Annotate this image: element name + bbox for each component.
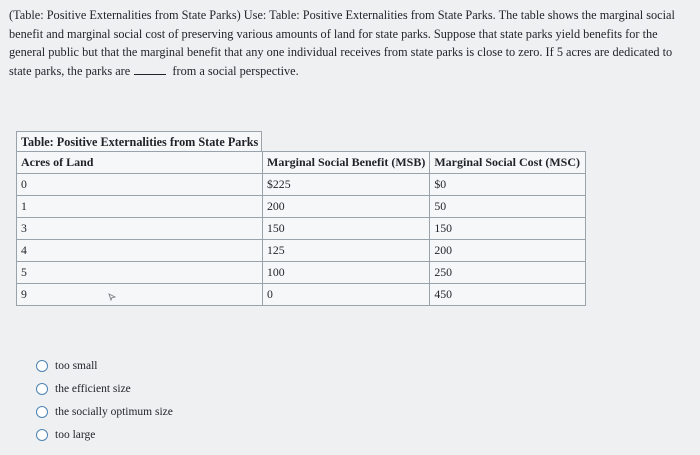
cell-msb: 125 — [263, 240, 430, 262]
cell-msc: 50 — [430, 196, 586, 218]
mouse-pointer-icon — [108, 293, 116, 301]
cell-msc: $0 — [430, 174, 586, 196]
table-row — [17, 218, 586, 240]
table-row — [17, 284, 586, 306]
option-socially-optimum-size[interactable] — [36, 400, 173, 423]
option-efficient-size[interactable] — [36, 377, 173, 400]
cell-acres: 4 — [17, 240, 263, 262]
cell-msb: 100 — [263, 262, 430, 284]
data-table — [16, 151, 586, 306]
table-row — [17, 174, 586, 196]
cell-msb: 150 — [263, 218, 430, 240]
header-msc: Marginal Social Cost (MSC) — [430, 152, 586, 174]
cell-acres: 3 — [17, 218, 263, 240]
question-text-before: (Table: Positive Externalities from State Parks) Use: Table: Positive Externalities from State Parks. The table shows the marginal social benefit and marginal social cost of preserving various amounts of land for state parks. Suppose that state parks yield benefits for the general public but that the marginal benefit that any one individual receives from state parks is close to zero. If 5 acres are dedicated to state parks, the parks are — [9, 8, 675, 78]
radio-circle-icon[interactable] — [36, 429, 48, 441]
table-row — [17, 196, 586, 218]
cell-msb: 200 — [263, 196, 430, 218]
table-row — [17, 262, 586, 284]
cell-acres: 9 — [17, 284, 263, 306]
cell-acres: 0 — [17, 174, 263, 196]
header-acres: Acres of Land — [17, 152, 263, 174]
cell-msb: $225 — [263, 174, 430, 196]
answer-options — [36, 354, 173, 446]
option-too-large[interactable] — [36, 423, 173, 446]
question-text — [9, 6, 681, 80]
option-label[interactable]: too large — [55, 428, 96, 441]
table-caption: Table: Positive Externalities from State Parks — [16, 131, 262, 151]
option-label[interactable]: the efficient size — [55, 382, 131, 395]
cell-msc: 150 — [430, 218, 586, 240]
table-header-row — [17, 152, 586, 174]
cell-acres: 1 — [17, 196, 263, 218]
header-msb: Marginal Social Benefit (MSB) — [263, 152, 430, 174]
cell-msb: 0 — [263, 284, 430, 306]
answer-blank — [134, 64, 166, 75]
table-row — [17, 240, 586, 262]
cell-msc: 200 — [430, 240, 586, 262]
radio-circle-icon[interactable] — [36, 406, 48, 418]
option-label[interactable]: too small — [55, 359, 98, 372]
option-label[interactable]: the socially optimum size — [55, 405, 173, 418]
cell-acres: 5 — [17, 262, 263, 284]
radio-circle-icon[interactable] — [36, 360, 48, 372]
question-text-after: from a social perspective. — [172, 63, 299, 78]
cell-msc: 450 — [430, 284, 586, 306]
option-too-small[interactable] — [36, 354, 173, 377]
cell-msc: 250 — [430, 262, 586, 284]
radio-circle-icon[interactable] — [36, 383, 48, 395]
